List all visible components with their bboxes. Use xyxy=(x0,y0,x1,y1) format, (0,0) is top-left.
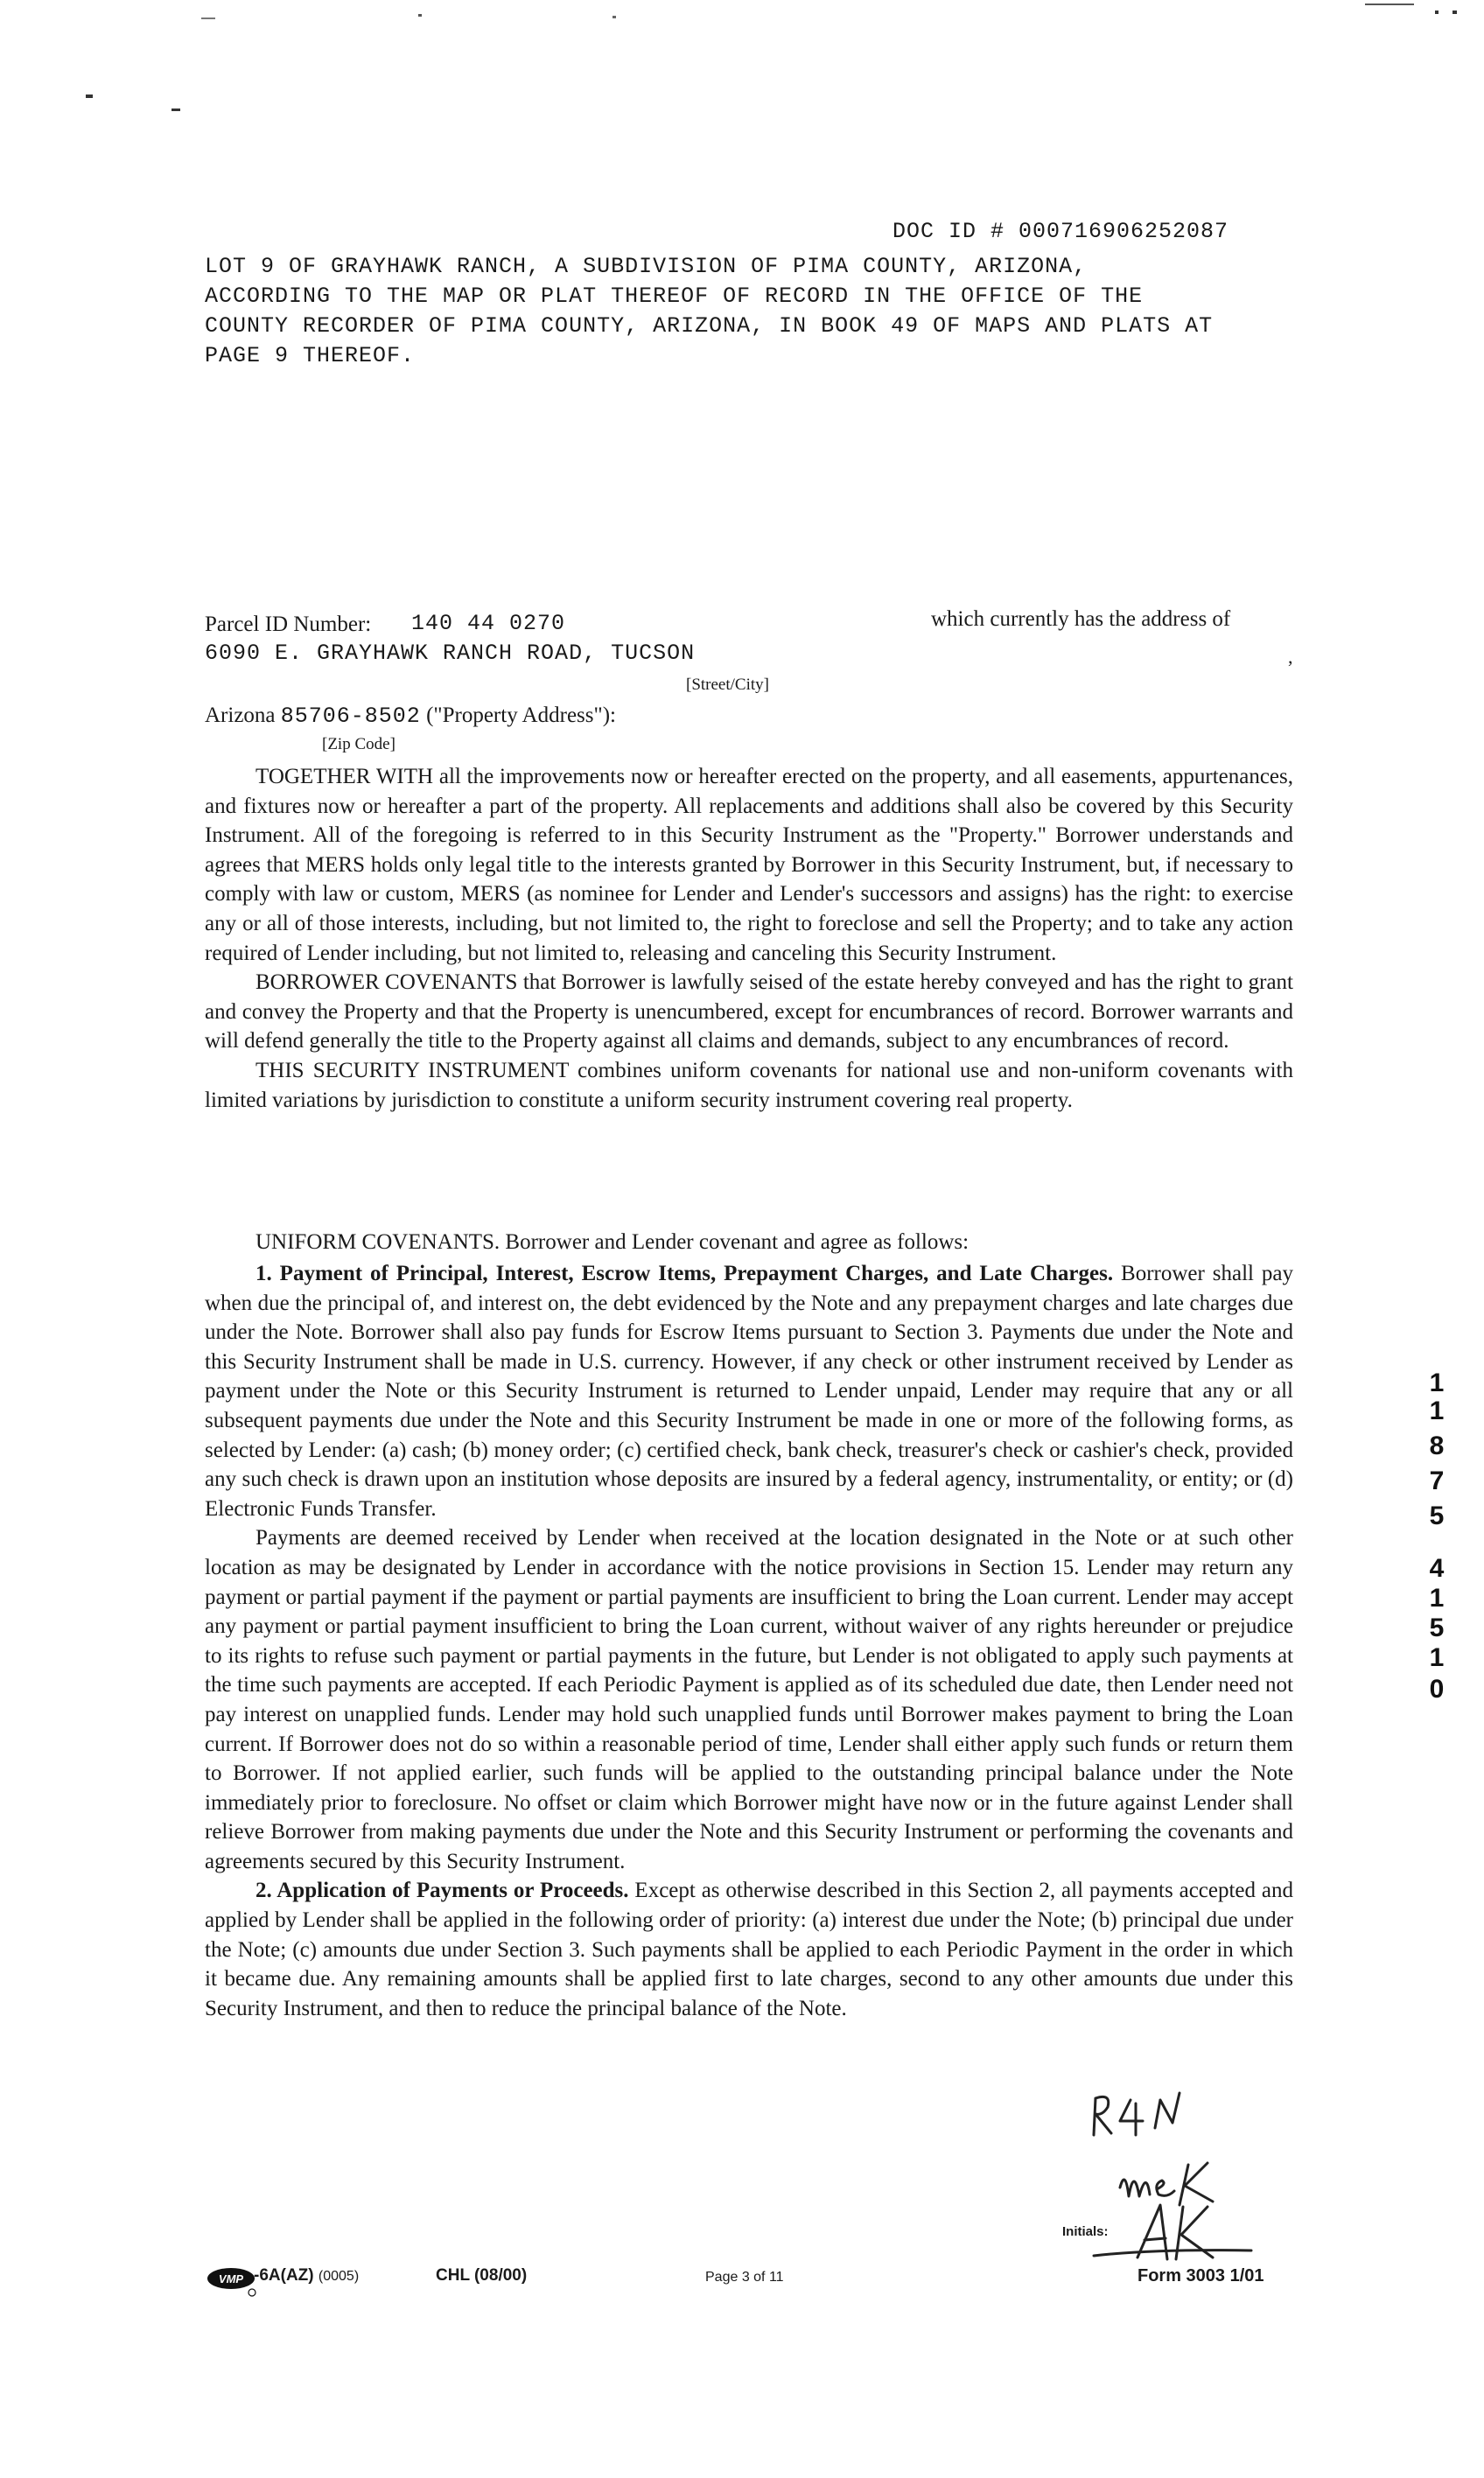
footer-form-code xyxy=(254,2266,359,2286)
parcel-id-value: 140 44 0270 xyxy=(411,611,566,636)
initials-label: Initials: xyxy=(1062,2224,1109,2239)
margin-stamp-digit: 5 xyxy=(1429,1614,1445,1642)
margin-stamp xyxy=(1418,1365,1461,1715)
footer-form-number: Form 3003 1/01 xyxy=(1138,2266,1264,2286)
body-text-upper xyxy=(205,762,1293,1115)
doc-id: DOC ID # 000716906252087 xyxy=(892,219,1229,244)
vmp-logo xyxy=(206,2266,257,2298)
footer-page-number: Page 3 of 11 xyxy=(705,2270,784,2285)
body-text-lower xyxy=(205,1259,1293,2023)
section-1-title: 1. Payment of Principal, Interest, Escrow Items, Prepayment Charges, and Late Charges. xyxy=(256,1262,1114,1285)
street-city-value: 6090 E. GRAYHAWK RANCH ROAD, TUCSON xyxy=(205,640,696,666)
property-address-suffix: ("Property Address"): xyxy=(426,704,616,727)
section-2-title: 2. Application of Payments or Proceeds. xyxy=(256,1879,629,1903)
street-city-caption: [Street/City] xyxy=(686,676,769,694)
margin-stamp-digit: 1 xyxy=(1429,1368,1445,1397)
zip-code-value: 85706-8502 xyxy=(280,704,421,729)
street-comma: , xyxy=(1288,646,1293,668)
scan-specks xyxy=(0,0,1484,175)
margin-stamp-digit: 1 xyxy=(1429,1643,1445,1672)
parcel-id-label: Parcel ID Number: xyxy=(205,612,372,636)
zip-code-caption: [Zip Code] xyxy=(322,735,396,753)
security-instrument-paragraph: THIS SECURITY INSTRUMENT combines uniform covenants for national use and non-uniform covenants with limited variations by jurisdiction to constitute a uniform security instrument covering real property. xyxy=(205,1058,1293,1112)
section-2-paragraph xyxy=(205,1876,1293,2023)
handwritten-initials xyxy=(1076,2074,1286,2275)
margin-stamp-digit: 8 xyxy=(1429,1432,1445,1460)
legal-description-line: ACCORDING TO THE MAP OR PLAT THEREOF OF RECORD IN THE OFFICE OF THE xyxy=(205,284,1144,309)
margin-stamp-digit: 5 xyxy=(1429,1502,1445,1530)
address-lead-text: which currently has the address of xyxy=(931,607,1231,631)
footer-chl: CHL (08/00) xyxy=(436,2266,528,2285)
legal-description-line: PAGE 9 THEREOF. xyxy=(205,343,416,368)
section-1-paragraph xyxy=(205,1259,1293,1523)
margin-stamp-digit: 0 xyxy=(1429,1675,1445,1704)
footer-form-code-main: -6A(AZ) xyxy=(254,2266,314,2285)
margin-stamp-digit: 4 xyxy=(1429,1554,1445,1583)
footer-form-code-small: (0005) xyxy=(318,2269,360,2284)
payments-received-paragraph: Payments are deemed received by Lender when received at the location designated in the Note or at such other location as may be designated by Lender in accordance with the notice provisions in Section 15. Lender may return any payment or partial payment if the payment or partial payments are insufficient to bring the Loan current. Lender may accept any payment or partial payment insufficient to bring the Loan current, without waiver of any rights hereunder or prejudice to its rights to refuse such payment or partial payments in the future, but Lender is not obligated to apply such payments at the time such payments are accepted. If each Periodic Payment is applied as of its scheduled due date, then Lender need not pay interest on unapplied funds. Lender may hold such unapplied funds until Borrower makes payment to bring the Loan current. If Borrower does not do so within a reasonable period of time, Lender shall either apply such funds or return them to Borrower. If not applied earlier, such funds will be applied to the outstanding principal balance under the Note immediately prior to foreclosure. No offset or claim which Borrower might have now or in the future against Lender shall relieve Borrower from making payments due under the Note and this Security Instrument or performing the covenants and agreements secured by this Security Instrument. xyxy=(205,1526,1293,1873)
margin-stamp-digit: 1 xyxy=(1429,1396,1445,1425)
section-2-body: Except as otherwise described in this Section 2, all payments accepted and applied by Lender shall be applied in the following order of priority: (a) interest due under the Note; (b) principal due under the Note; (c) amounts due under Section 3. Such payments shall be applied to each Periodic Payment in the order in which it became due. Any remaining amounts shall be applied first to late charges, second to any other amounts due under this Security Instrument, and then to reduce the principal balance of the Note. xyxy=(205,1879,1294,2020)
vmp-logo-text: VMP xyxy=(218,2272,244,2286)
state-name: Arizona xyxy=(205,704,276,727)
uniform-covenants-heading: UNIFORM COVENANTS. Borrower and Lender covenant and agree as follows: xyxy=(256,1230,970,1254)
state-zip-line xyxy=(205,704,616,729)
margin-stamp-digit: 7 xyxy=(1429,1466,1445,1495)
together-with-paragraph: TOGETHER WITH all the improvements now or hereafter erected on the property, and all easements, appurtenances, and fixtures now or hereafter a part of the property. All replacements and additions shall also be covered by this Security Instrument. All of the foregoing is referred to in this Security Instrument as the "Property." Borrower understands and agrees that MERS holds only legal title to the interests granted by Borrower in this Security Instrument, but, if necessary to comply with law or custom, MERS (as nominee for Lender and Lender's successors and assigns) has the right: to exercise any or all of those interests, including, but not limited to, the right to foreclose and sell the Property; and to take any action required of Lender including, but not limited to, releasing and canceling this Security Instrument. xyxy=(205,765,1293,965)
legal-description xyxy=(205,252,1290,371)
borrower-covenants-paragraph: BORROWER COVENANTS that Borrower is lawfully seised of the estate hereby conveyed and has the right to grant and convey the Property and that the Property is unencumbered, except for encumbrances of record. Borrower warrants and will defend generally the title to the Property against all claims and demands, subject to any encumbrances of record. xyxy=(205,970,1293,1054)
section-1-body: Borrower shall pay when due the principal of, and interest on, the debt evidenced by the Note and any prepayment charges and late charges due under the Note. Borrower shall also pay funds for Escrow Items pursuant to Section 3. Payments due under the Note and this Security Instrument shall be made in U.S. currency. However, if any check or other instrument received by Lender as payment under the Note or this Security Instrument is returned to Lender unpaid, Lender may require that any or all subsequent payments due under the Note and this Security Instrument be made in one or more of the following forms, as selected by Lender: (a) cash; (b) money order; (c) certified check, bank check, treasurer's check or cashier's check, provided any such check is drawn upon an institution whose deposits are insured by a federal agency, instrumentality, or entity; or (d) Electronic Funds Transfer. xyxy=(205,1262,1293,1521)
margin-stamp-digit: 1 xyxy=(1429,1584,1445,1613)
legal-description-line: LOT 9 OF GRAYHAWK RANCH, A SUBDIVISION OF PIMA COUNTY, ARIZONA, xyxy=(205,254,1088,279)
legal-description-line: COUNTY RECORDER OF PIMA COUNTY, ARIZONA, IN BOOK 49 OF MAPS AND PLATS AT xyxy=(205,313,1214,339)
